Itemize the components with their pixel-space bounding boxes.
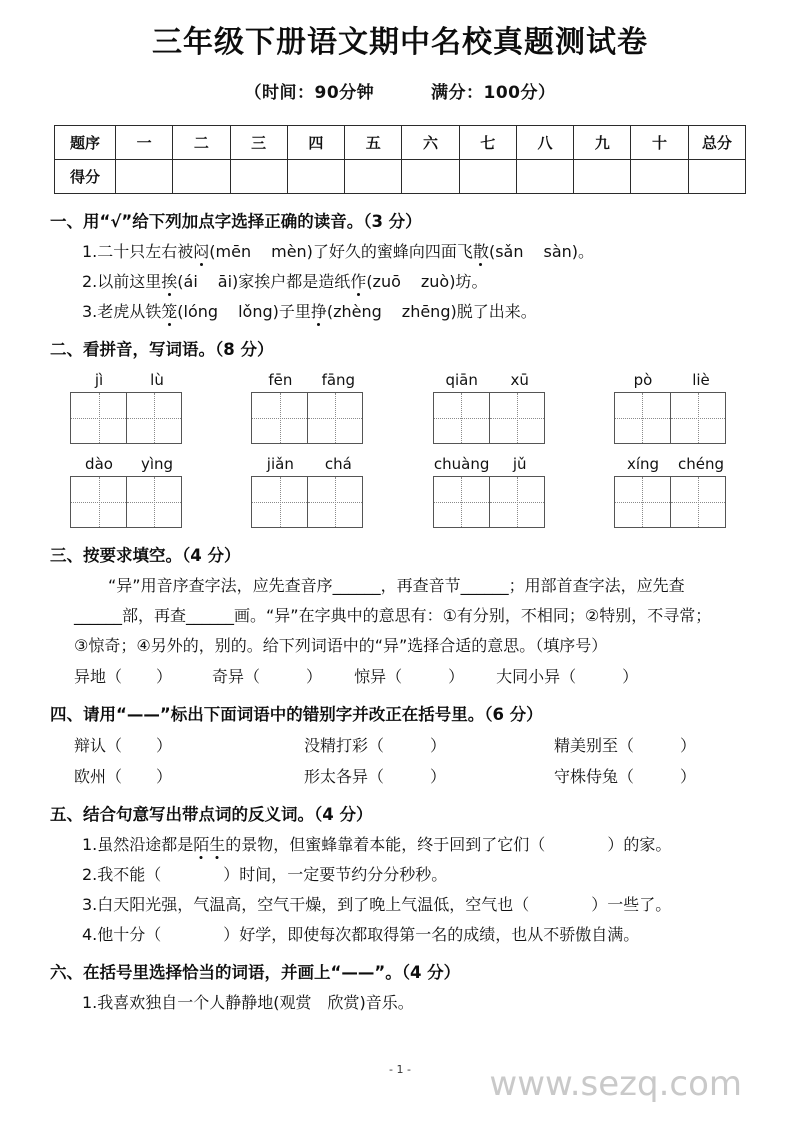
grid-cell[interactable] [615,477,670,527]
pinyin-option-c[interactable]: (sǎn [488,241,524,261]
section6-question-1 [82,990,748,1013]
total-score-label: 满分：100分） [431,82,556,103]
pinyin-grid-item [614,370,730,444]
pinyin-syllable-2: lù [150,370,164,389]
question-text: 白天阳光强，气温高，空气干燥，到了晚上气温低，空气也（ [97,894,530,914]
question-text: 以前这里 [97,271,162,291]
section5-question-2 [82,862,748,885]
score-cell-7[interactable] [459,159,516,193]
item-spacer [192,664,212,687]
question-text: 二十只左右被 [97,241,194,261]
grid-cell[interactable] [252,477,307,527]
pinyin-option-d[interactable]: zuò)坊。 [420,271,488,291]
pinyin-grid-item [70,454,186,528]
pinyin-grid-item [433,370,549,444]
pinyin-grid-item [614,454,730,528]
grid-cell[interactable] [434,393,489,443]
section4-row-2 [74,764,748,787]
paren-close: ） [156,666,173,686]
grid-cell[interactable] [71,393,126,443]
section1-question-1 [82,239,748,262]
paren-close: ） [306,666,323,686]
question-text: 我不能（ [97,864,162,884]
word-label: 大同小异（ [496,666,577,686]
writing-grid[interactable] [251,392,363,444]
list-item[interactable] [304,733,554,756]
word-label: 形太各异（ [304,766,385,786]
pinyin-option-b[interactable]: mèn)了好久的蜜蜂向四面飞 [271,241,473,261]
grid-cell[interactable] [670,393,725,443]
score-cell-10[interactable] [631,159,688,193]
dotted-char: 挣 [311,299,327,322]
pinyin-option-b[interactable]: āi)家挨户都是造纸 [217,271,351,291]
col-5: 五 [345,125,402,159]
pinyin-option-a[interactable]: (lóng [177,301,219,321]
grid-cell[interactable] [489,393,544,443]
item-spacer [464,664,484,687]
grid-cell[interactable] [252,393,307,443]
row-label-score: 得分 [55,159,116,193]
section-heading-3: 三、按要求填空。（4 分） [50,545,241,565]
pinyin-option-a[interactable]: (ái [177,271,198,291]
pinyin-syllable-2: jǔ [512,454,527,473]
score-cell-total[interactable] [688,159,745,193]
page-number: - 1 - [389,1063,411,1076]
list-item[interactable] [212,664,322,687]
writing-grid[interactable] [70,476,182,528]
table-row-scores [55,159,746,193]
question-number: 2. [82,864,98,884]
pinyin-syllable-1: xíng [626,454,660,473]
grid-cell[interactable] [489,477,544,527]
section5-question-4 [82,922,748,945]
pinyin-syllable-1: chuàng [433,454,490,473]
dotted-char: 挨 [161,269,177,292]
section-heading-4: 四、请用“——”标出下面词语中的错别字并改正在括号里。（6 分） [50,704,543,724]
pinyin-label [70,454,186,473]
paren-close: ） [156,735,173,755]
section1-question-3 [82,299,748,322]
pinyin-grid-item [433,454,549,528]
pinyin-syllable-2: chéng [677,454,724,473]
dotted-char: 笼 [161,299,177,322]
question-number: 1. [82,992,98,1012]
section5-question-3 [82,892,748,915]
pinyin-grid-item [70,370,186,444]
col-1: 一 [116,125,173,159]
section1-question-2 [82,269,748,292]
score-cell-9[interactable] [574,159,631,193]
pinyin-syllable-2: chá [324,454,352,473]
col-6: 六 [402,125,459,159]
pinyin-syllable-1: pò [633,370,653,389]
item-spacer [322,664,342,687]
list-item[interactable] [354,664,464,687]
pinyin-syllable-2: yìng [140,454,174,473]
writing-grid[interactable] [70,392,182,444]
item-spacer [172,664,192,687]
question-text[interactable]: 我喜欢独自一个人静静地(观赏 欣赏)音乐。 [97,992,414,1012]
word-label: 异地（ [74,666,123,686]
score-cell-5[interactable] [345,159,402,193]
writing-grid[interactable] [433,392,545,444]
list-item[interactable] [496,664,638,687]
word-label: 奇异（ [212,666,261,686]
row-label-question: 题序 [55,125,116,159]
dotted-char: 闷 [193,239,209,262]
paren-close: ） [156,766,173,786]
score-cell-3[interactable] [230,159,287,193]
item-spacer [342,664,354,687]
col-9: 九 [574,125,631,159]
question-text: 虽然沿途都是 [97,834,194,854]
word-label: 没精打彩（ [304,735,385,755]
pinyin-label [433,454,549,473]
section3-word-list [74,664,748,687]
list-item[interactable] [304,764,554,787]
section5-question-1 [82,832,748,855]
score-cell-8[interactable] [516,159,573,193]
grid-cell[interactable] [307,477,362,527]
list-item[interactable] [554,764,696,787]
pinyin-label [614,370,730,389]
question-text: ）一些了。 [591,894,672,914]
section3-body-line-1: “异”用音序查字法，应先查音序______，再查音节______；用部首查字法，应先查 [108,575,685,595]
pinyin-grid-row-2 [70,454,730,528]
pinyin-label [251,370,367,389]
score-cell-6[interactable] [402,159,459,193]
grid-cell[interactable] [307,393,362,443]
word-label: 辩认（ [74,735,123,755]
word-label: 守株侍兔（ [554,766,635,786]
section-heading-6: 六、在括号里选择恰当的词语，并画上“——”。（4 分） [50,962,461,982]
item-spacer [484,664,496,687]
time-label: （时间：90分钟 [244,82,375,103]
paren-close: ） [430,766,447,786]
pinyin-grid-row-1 [70,370,730,444]
question-number: 4. [82,924,98,944]
question-text: 的景物，但蜜蜂靠着本能，终于回到了它们（ [225,834,546,854]
grid-cell[interactable] [615,393,670,443]
col-10: 十 [631,125,688,159]
writing-grid[interactable] [433,476,545,528]
pinyin-label [614,454,730,473]
pinyin-label [251,454,367,473]
col-3: 三 [230,125,287,159]
col-7: 七 [459,125,516,159]
question-number: 1. [82,834,98,854]
question-number: 1. [82,241,98,261]
section4-row-1 [74,733,748,756]
pinyin-label [433,370,549,389]
col-8: 八 [516,125,573,159]
question-text: ）好学，即使每次都取得第一名的成绩，也从不骄傲自满。 [223,924,640,944]
pinyin-option-d[interactable]: sàn)。 [543,241,595,261]
score-cell-1[interactable] [116,159,173,193]
pinyin-syllable-1: dào [85,454,113,473]
grid-cell[interactable] [126,477,181,527]
question-number: 3. [82,301,98,321]
grid-cell[interactable] [434,477,489,527]
writing-grid[interactable] [251,476,363,528]
section-heading-5: 五、结合句意写出带点词的反义词。（4 分） [50,804,373,824]
score-cell-2[interactable] [173,159,230,193]
grid-cell[interactable] [71,477,126,527]
word-label: 欧州（ [74,766,123,786]
col-total: 总分 [688,125,745,159]
grid-cell[interactable] [126,393,181,443]
paren-close: ） [622,666,639,686]
question-number: 3. [82,894,98,914]
pinyin-syllable-1: fēn [268,370,293,389]
pinyin-option-b[interactable]: lǒng)子里 [238,301,311,321]
question-number: 2. [82,271,98,291]
list-item[interactable] [74,764,304,787]
list-item[interactable] [554,733,696,756]
watermark: www.sezq.com [489,1064,742,1104]
paren-close: ） [680,766,697,786]
dotted-char: 作 [350,269,366,292]
score-table [54,125,746,194]
writing-grid[interactable] [614,392,726,444]
question-text: ）的家。 [607,834,672,854]
pinyin-option-c[interactable]: (zuō [366,271,401,291]
pinyin-syllable-1: jiǎn [266,454,294,473]
word-label: 精美别至（ [554,735,635,755]
question-text: ）时间，一定要节约分分秒秒。 [223,864,448,884]
col-2: 二 [173,125,230,159]
word-label: 惊异（ [354,666,403,686]
pinyin-syllable-1: qiān [445,370,478,389]
section3-body-line-3: ③惊奇；④另外的，别的。给下列词语中的“异”选择合适的意思。（填序号） [74,635,608,655]
section3-body-line-2: ______部，再查______画。“异”在字典中的意思有：①有分别，不相同；②特别，不寻常； [74,605,712,625]
table-row-question-numbers [55,125,746,159]
dotted-word: 陌生 [193,832,225,855]
question-text: 他十分（ [97,924,162,944]
pinyin-label [70,370,186,389]
paren-close: ） [448,666,465,686]
section-heading-1: 一、用“√”给下列加点字选择正确的读音。（3 分） [50,211,422,231]
pinyin-syllable-2: xū [510,370,529,389]
question-text: 老虎从铁 [97,301,162,321]
pinyin-syllable-2: fāng [321,370,356,389]
paren-close: ） [430,735,447,755]
dotted-char: 散 [473,239,489,262]
pinyin-option-a[interactable]: (mēn [209,241,252,261]
list-item[interactable] [74,664,172,687]
pinyin-option-c[interactable]: (zhèng [326,301,382,321]
pinyin-syllable-2: liè [692,370,710,389]
pinyin-grid-item [251,454,367,528]
score-cell-4[interactable] [287,159,344,193]
exam-meta [52,78,748,103]
page-title: 三年级下册语文期中名校真题测试卷 [152,25,648,60]
pinyin-grid-item [251,370,367,444]
grid-cell[interactable] [670,477,725,527]
col-4: 四 [287,125,344,159]
writing-grid[interactable] [614,476,726,528]
list-item[interactable] [74,733,304,756]
paren-close: ） [680,735,697,755]
pinyin-option-d[interactable]: zhēng)脱了出来。 [401,301,537,321]
pinyin-syllable-1: jì [94,370,104,389]
section-heading-2: 二、看拼音，写词语。（8 分） [50,339,274,359]
